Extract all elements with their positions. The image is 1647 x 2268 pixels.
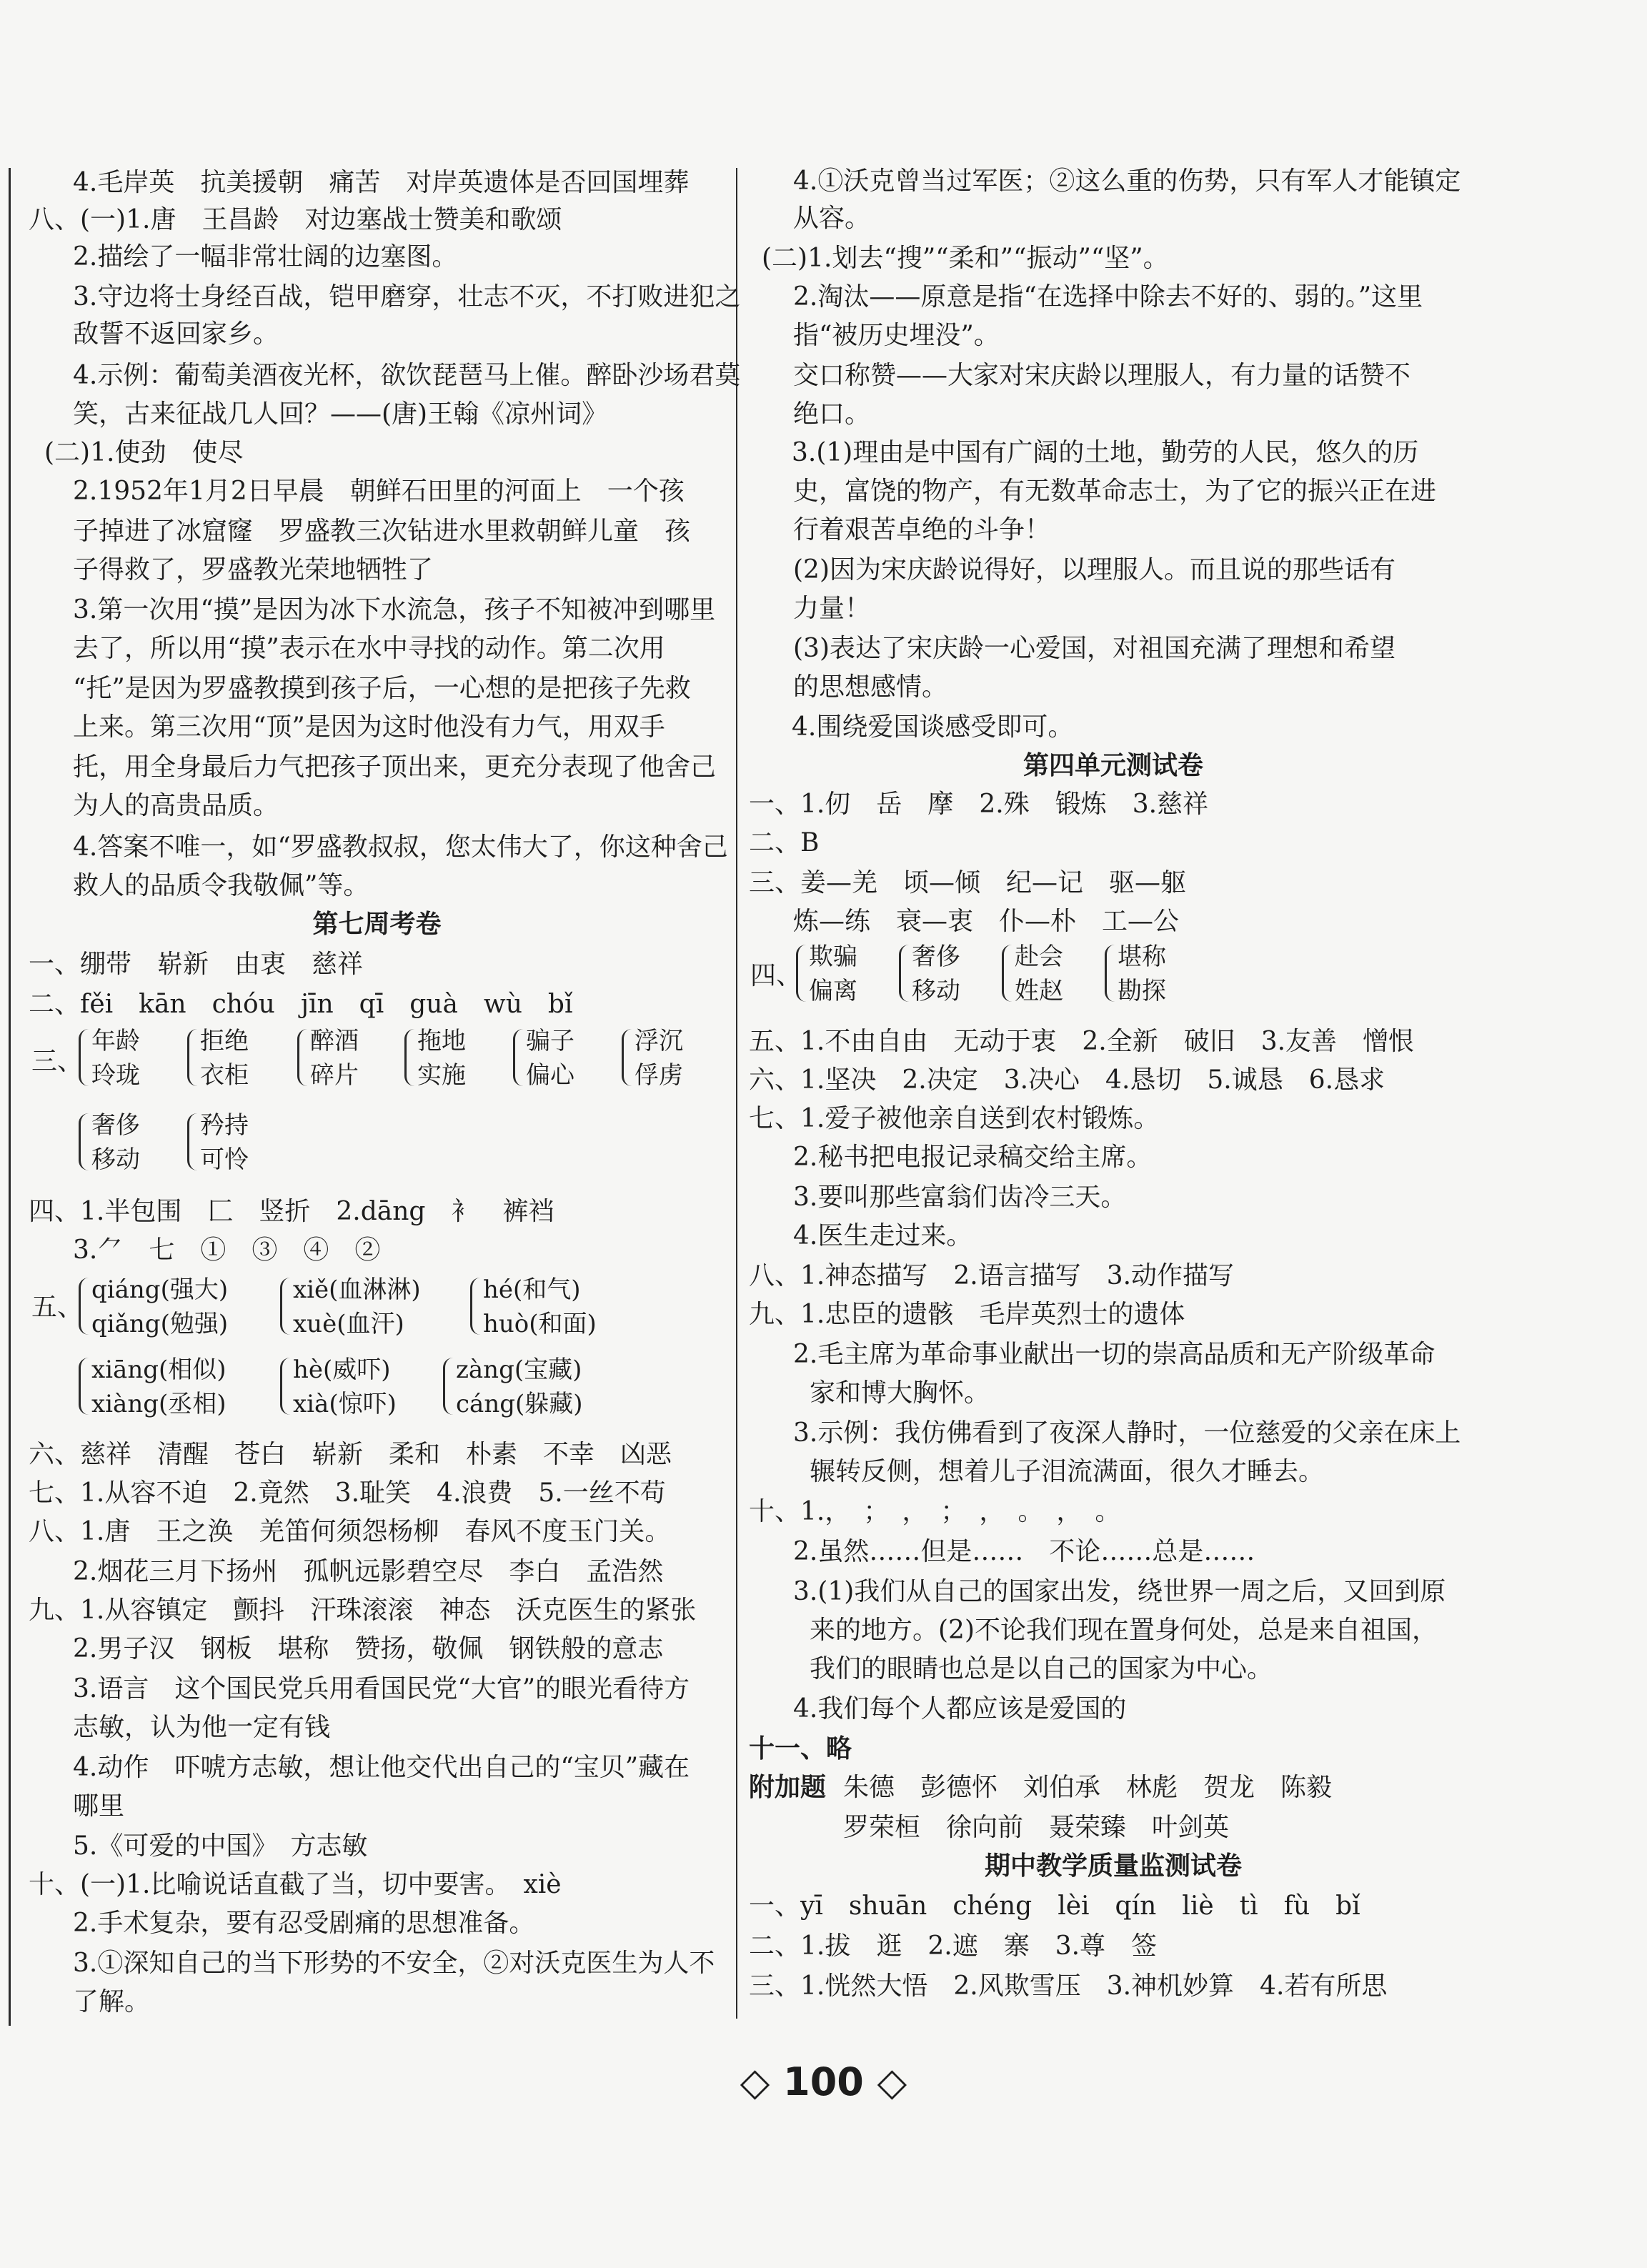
answer-line: 一、yī shuān chéng lèi qín liè tì fù bǐ (749, 1891, 1360, 1921)
pair-bottom: 衣柜 (200, 1061, 249, 1090)
answer-line: 4.①沃克曾当过军医；②这么重的伤势，只有军人才能镇定 (793, 166, 1461, 196)
pair-top: hé(和气) (483, 1275, 581, 1304)
pair-top: 堪称 (1118, 942, 1166, 971)
section-heading: 第四单元测试卷 (1022, 751, 1203, 780)
answer-line: 2.虽然……但是…… 不论……总是…… (793, 1537, 1255, 1566)
pair-top: 拖地 (417, 1027, 466, 1055)
answer-line: 来的地方。(2)不论我们现在置身何处，总是来自祖国， (810, 1616, 1438, 1645)
pair-bottom: 偏心 (526, 1061, 574, 1090)
answer-line: 4.毛岸英 抗美援朝 痛苦 对岸英遗体是否回国埋葬 (73, 168, 690, 197)
pair-bottom: xià(惊吓) (293, 1390, 397, 1418)
answer-line: 托，用全身最后力气把孩子顶出来，更充分表现了他舍己 (73, 752, 717, 782)
answer-line: 4.示例：葡萄美酒夜光杯，欲饮琵琶马上催。醉卧沙场君莫 (73, 361, 741, 390)
answer-line: 指“被历史埋没”。 (793, 321, 1000, 350)
answer-line: 2.描绘了一幅非常壮阔的边塞图。 (73, 242, 458, 272)
pair-top: xiāng(相似) (91, 1356, 227, 1384)
answer-line: 救人的品质令我敬佩”等。 (73, 871, 369, 900)
pair-bottom: 姓赵 (1015, 977, 1063, 1005)
brace (443, 1358, 454, 1415)
section-heading: 第七周考卷 (312, 910, 442, 939)
pair-top: 醉酒 (310, 1027, 359, 1055)
pair-top: 奢侈 (912, 942, 960, 971)
answer-line: 的思想感情。 (793, 672, 948, 702)
answer-line: 3.(1)理由是中国有广阔的土地，勤劳的人民，悠久的历 (792, 438, 1419, 467)
brace (1002, 945, 1012, 1002)
bonus-label: 附加题 (749, 1773, 827, 1802)
brace (297, 1029, 308, 1086)
answer-line: 一、绷带 崭新 由衷 慈祥 (29, 950, 364, 979)
answer-line: 交口称赞——大家对宋庆龄以理服人，有力量的话赞不 (793, 361, 1411, 390)
answer-line: 八、(一)1.唐 王昌龄 对边塞战士赞美和歌颂 (29, 205, 562, 234)
answer-line: 3.示例：我仿佛看到了夜深人静时，一位慈爱的父亲在床上 (793, 1418, 1461, 1448)
answer-line: 八、1.唐 王之涣 羌笛何须怨杨柳 春风不度玉门关。 (29, 1517, 671, 1546)
question-label: 三、 (31, 1047, 84, 1076)
brace (187, 1029, 198, 1086)
pair-bottom: 移动 (912, 977, 960, 1005)
pair-top: 奢侈 (91, 1111, 140, 1140)
pair-bottom: 玲珑 (91, 1061, 140, 1090)
answer-line: 朱德 彭德怀 刘伯承 林彪 贺龙 陈毅 (843, 1773, 1333, 1802)
brace (513, 1029, 524, 1086)
answer-line: 七、1.从容不迫 2.竟然 3.耻笑 4.浪费 5.一丝不苟 (29, 1478, 666, 1508)
answer-line: 3.语言 这个国民党兵用看国民党“大官”的眼光看待方 (73, 1674, 690, 1704)
pair-bottom: cáng(躲藏) (456, 1390, 583, 1418)
answer-line: 九、1.从容镇定 颤抖 汗珠滚滚 神态 沃克医生的紧张 (29, 1596, 697, 1625)
pair-bottom: xuè(血汗) (293, 1310, 404, 1338)
pair-bottom: qiǎng(勉强) (91, 1310, 229, 1338)
pair-bottom: 俘虏 (635, 1061, 683, 1090)
answer-line: 上来。第三次用“顶”是因为这时他没有力气，用双手 (73, 712, 665, 742)
brace (79, 1358, 89, 1415)
brace (470, 1278, 481, 1335)
section-heading: 期中教学质量监测试卷 (984, 1851, 1242, 1881)
answer-line: (二)1.划去“搜”“柔和”“振动”“坚”。 (762, 244, 1169, 273)
answer-line: 二、B (749, 828, 820, 857)
answer-line: 一、1.仞 岳 摩 2.殊 锻炼 3.慈祥 (749, 790, 1209, 819)
answer-line: 4.围绕爱国谈感受即可。 (792, 712, 1074, 742)
pair-top: qiáng(强大) (91, 1275, 229, 1304)
answer-line: 从容。 (793, 204, 871, 233)
brace (187, 1113, 198, 1170)
pair-bottom: 移动 (91, 1145, 140, 1174)
answer-line: 3.要叫那些富翁们齿冷三天。 (793, 1183, 1127, 1212)
brace (79, 1113, 89, 1170)
answer-line: 史，富饶的物产，有无数革命志士，为了它的振兴正在进 (793, 477, 1437, 506)
answer-line: 子得救了，罗盛教光荣地牺牲了 (73, 555, 434, 585)
brace (1105, 945, 1115, 1002)
answer-line: 十、1.， ； ， ； ， 。 ， 。 (749, 1497, 1121, 1526)
pair-bottom: 碎片 (310, 1061, 359, 1090)
answer-line: 我们的眼睛也总是以自己的国家为中心。 (810, 1654, 1273, 1683)
answer-line: 四、1.半包围 匚 竖折 2.dāng 衤 裤裆 (29, 1197, 554, 1226)
answer-line: 十、(一)1.比喻说话直截了当，切中要害。 xiè (29, 1870, 562, 1899)
answer-line: 行着艰苦卓绝的斗争！ (793, 515, 1051, 544)
left-margin-rule (9, 168, 11, 2026)
answer-line: 二、1.拔 逛 2.遮 寨 3.尊 签 (749, 1931, 1158, 1961)
brace (280, 1358, 291, 1415)
answer-line: 罗荣桓 徐向前 聂荣臻 叶剑英 (843, 1813, 1230, 1842)
answer-line: 子掉进了冰窟窿 罗盛教三次钻进水里救朝鲜儿童 孩 (73, 517, 691, 546)
pair-top: 年龄 (91, 1027, 140, 1055)
pair-top: 赴会 (1015, 942, 1063, 971)
brace (622, 1029, 632, 1086)
answer-line: 3.⺈ 七 ① ③ ④ ② (73, 1235, 381, 1265)
answer-line: 4.我们每个人都应该是爱国的 (793, 1694, 1127, 1724)
answer-line: 笑，古来征战几人回？——(唐)王翰《凉州词》 (73, 399, 608, 429)
answer-line: 八、1.神态描写 2.语言描写 3.动作描写 (749, 1261, 1235, 1290)
pair-top: 矜持 (200, 1111, 249, 1140)
answer-line: (二)1.使劲 使尽 (44, 438, 244, 467)
answer-line: 敌誓不返回家乡。 (73, 319, 279, 349)
pair-bottom: 实施 (417, 1061, 466, 1090)
answer-line: 2.男子汉 钢板 堪称 赞扬，敬佩 钢铁般的意志 (73, 1634, 664, 1663)
answer-line: 十一、略 (749, 1734, 852, 1764)
page-number: ◇ 100 ◇ (740, 2059, 907, 2104)
answer-line: (2)因为宋庆龄说得好，以理服人。而且说的那些话有 (793, 555, 1395, 585)
answer-line: 九、1.忠臣的遗骸 毛岸英烈士的遗体 (749, 1300, 1185, 1329)
answer-line: 2.1952年1月2日早晨 朝鲜石田里的河面上 一个孩 (73, 477, 685, 506)
pair-bottom: 勘探 (1118, 977, 1166, 1005)
pair-top: 欺骗 (809, 942, 857, 971)
brace (79, 1029, 89, 1086)
answer-line: 2.秘书把电报记录稿交给主席。 (793, 1143, 1153, 1172)
pair-top: hè(威吓) (293, 1356, 391, 1384)
answer-line: 2.淘汰——原意是指“在选择中除去不好的、弱的。”这里 (793, 282, 1423, 312)
pair-bottom: 可怜 (200, 1145, 249, 1174)
answer-line: 了解。 (73, 1987, 151, 2016)
answer-line: 七、1.爱子被他亲自送到农村锻炼。 (749, 1104, 1160, 1133)
answer-line: 3.(1)我们从自己的国家出发，绕世界一周之后，又回到原 (793, 1577, 1446, 1606)
question-label: 四、 (750, 961, 802, 990)
brace (796, 945, 807, 1002)
answer-line: (3)表达了宋庆龄一心爱国，对祖国充满了理想和希望 (793, 634, 1395, 663)
answer-line: 去了，所以用“摸”表示在水中寻找的动作。第二次用 (73, 634, 665, 663)
answer-line: 2.毛主席为革命事业献出一切的崇高品质和无产阶级革命 (793, 1340, 1435, 1369)
pair-bottom: xiàng(丞相) (91, 1390, 227, 1418)
answer-line: 志敏，认为他一定有钱 (73, 1713, 331, 1742)
pair-top: xiě(血淋淋) (293, 1275, 421, 1304)
answer-line: 炼—练 衰—衷 仆—朴 工—公 (793, 907, 1180, 936)
pair-bottom: 偏离 (809, 977, 857, 1005)
answer-line: 为人的高贵品质。 (73, 791, 279, 820)
answer-line: 3.①深知自己的当下形势的不安全，②对沃克医生为人不 (73, 1949, 715, 1978)
answer-line: 力量！ (793, 594, 871, 623)
answer-line: 4.答案不唯一，如“罗盛教叔叔，您太伟大了，你这种舍己 (73, 832, 728, 862)
brace (280, 1278, 291, 1335)
answer-line: 哪里 (73, 1791, 125, 1821)
column-divider (736, 168, 737, 2019)
pair-top: 拒绝 (200, 1027, 249, 1055)
answer-line: 4.动作 吓唬方志敏，想让他交代出自己的“宝贝”藏在 (73, 1753, 690, 1782)
answer-line: 六、慈祥 清醒 苍白 崭新 柔和 朴素 不幸 凶恶 (29, 1440, 672, 1469)
answer-line: 五、1.不由自由 无动于衷 2.全新 破旧 3.友善 憎恨 (749, 1027, 1415, 1056)
answer-line: 六、1.坚决 2.决定 3.决心 4.恳切 5.诚恳 6.恳求 (749, 1065, 1385, 1095)
answer-line: “托”是因为罗盛教摸到孩子后，一心想的是把孩子先救 (73, 674, 691, 703)
answer-line: 三、姜—羌 顷—倾 纪—记 驱—躯 (749, 868, 1187, 897)
answer-line: 2.烟花三月下扬州 孤帆远影碧空尽 李白 孟浩然 (73, 1557, 664, 1586)
question-label: 五、 (31, 1293, 84, 1322)
pair-top: 浮沉 (635, 1027, 683, 1055)
brace (899, 945, 910, 1002)
answer-line: 4.医生走过来。 (793, 1221, 972, 1250)
brace (404, 1029, 415, 1086)
answer-line: 二、fěi kān chóu jīn qī guà wù bǐ (29, 990, 573, 1019)
pair-top: 骗子 (526, 1027, 574, 1055)
answer-line: 家和博大胸怀。 (810, 1378, 990, 1408)
answer-line: 3.守边将士身经百战，铠甲磨穿，壮志不灭，不打败进犯之 (73, 282, 741, 312)
pair-bottom: huò(和面) (483, 1310, 597, 1338)
answer-line: 绝口。 (793, 399, 871, 429)
brace (79, 1278, 89, 1335)
answer-line: 辗转反侧，想着儿子泪流满面，很久才睡去。 (810, 1457, 1325, 1486)
answer-line: 5.《可爱的中国》 方志敏 (73, 1831, 368, 1861)
pair-top: zàng(宝藏) (456, 1356, 582, 1384)
answer-line: 3.第一次用“摸”是因为冰下水流急，孩子不知被冲到哪里 (73, 595, 716, 625)
answer-line: 三、1.恍然大悟 2.风欺雪压 3.神机妙算 4.若有所思 (749, 1971, 1388, 2001)
answer-line: 2.手术复杂，要有忍受剧痛的思想准备。 (73, 1909, 535, 1938)
